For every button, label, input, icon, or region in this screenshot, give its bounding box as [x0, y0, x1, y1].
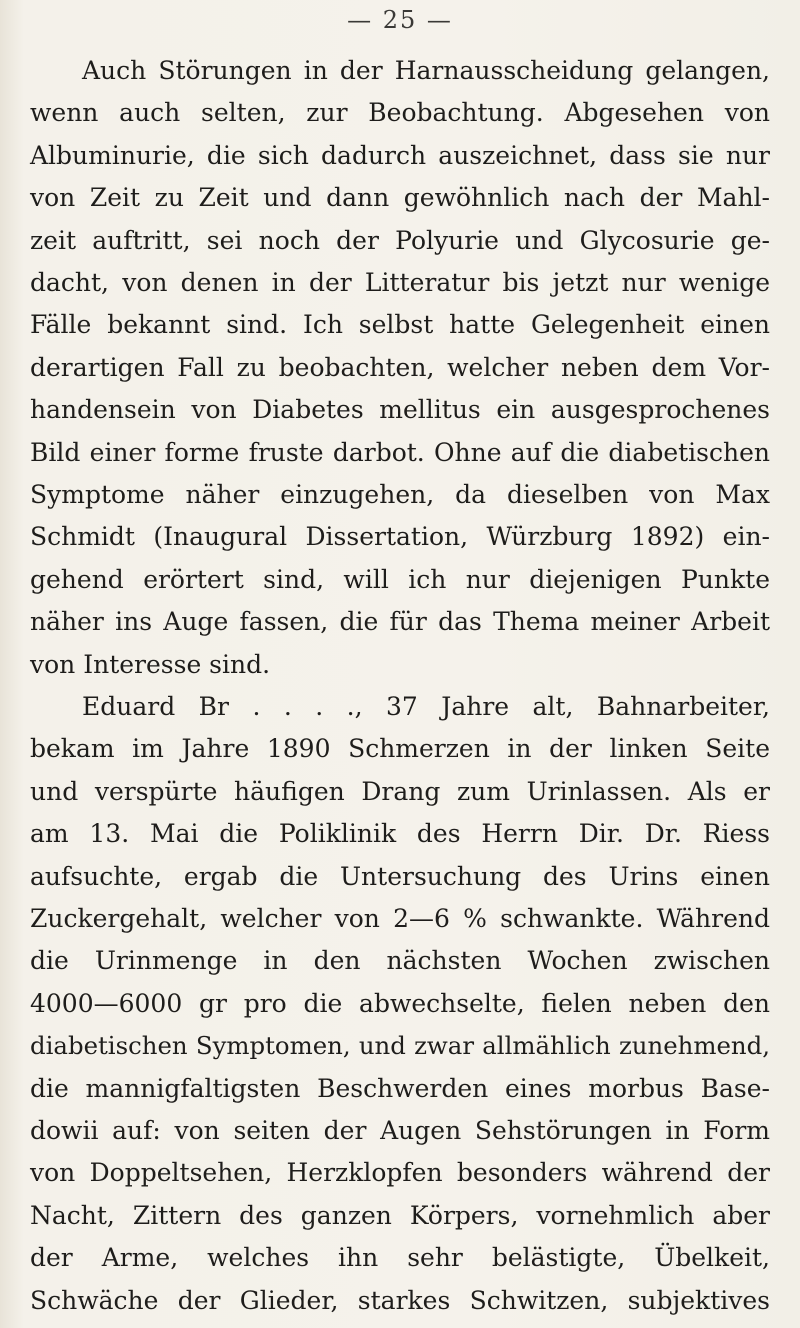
paragraph-1-line-1: Auch Störungen in der Harnausscheidung gelangen,: [82, 56, 770, 85]
paragraph-1-line-13: gehend erörtert sind, will ich nur diejenigen Punkte: [30, 564, 770, 594]
paragraph-1-line-15: von Interesse sind.: [30, 649, 271, 679]
paragraph-1-line-5: zeit auftritt, sei noch der Polyurie und Glycosurie ge-: [30, 225, 770, 255]
paragraph-2-line-6: Zuckergehalt, welcher von 2—6 % schwankte. Während: [30, 904, 770, 933]
paragraph-2-line-9: diabetischen Symptomen, und zwar allmählich zunehmend,: [30, 1031, 770, 1061]
paragraph-1-line-4: von Zeit zu Zeit und dann gewöhnlich nach der Mahl-: [30, 183, 770, 213]
paragraph-2-line-1: Eduard Br . . . ., 37 Jahre alt, Bahnarbeiter,: [82, 692, 770, 721]
paragraph-2-line-3: und verspürte häufigen Drang zum Urinlassen. Als er: [30, 776, 770, 806]
paragraph-2-line-4: am 13. Mai die Poliklinik des Herrn Dir. Dr. Riess: [30, 819, 770, 849]
paragraph-1-line-6: dacht, von denen in der Litteratur bis jetzt nur wenige: [30, 268, 770, 297]
paragraph-2-line-2: bekam im Jahre 1890 Schmerzen in der linken Seite: [30, 734, 770, 764]
paragraph-2-line-14: der Arme, welches ihn sehr belästigte, Übelkeit,: [30, 1243, 770, 1273]
paragraph-2-line-15: Schwäche der Glieder, starkes Schwitzen, subjektives: [30, 1285, 770, 1315]
paragraph-2-line-11: dowii auf: von seiten der Augen Sehstörungen in Form: [30, 1116, 770, 1145]
page-number: — 25 —: [347, 6, 453, 34]
paragraph-1-line-8: derartigen Fall zu beobachten, welcher neben dem Vor-: [30, 352, 770, 382]
paragraph-2-line-7: die Urinmenge in den nächsten Wochen zwischen: [30, 946, 770, 976]
paragraph-2-line-10: die mannigfaltigsten Beschwerden eines morbus Base-: [30, 1073, 770, 1103]
paragraph-2-line-13: Nacht, Zittern des ganzen Körpers, vornehmlich aber: [30, 1200, 770, 1230]
paragraph-1-line-2: wenn auch selten, zur Beobachtung. Abgesehen von: [30, 98, 770, 128]
paragraph-2-line-5: aufsuchte, ergab die Untersuchung des Urins einen: [30, 861, 770, 891]
paragraph-1-line-12: Schmidt (Inaugural Dissertation, Würzburg 1892) ein-: [30, 522, 770, 552]
paragraph-1-line-7: Fälle bekannt sind. Ich selbst hatte Gelegenheit einen: [30, 310, 770, 340]
paragraph-1-line-9: handensein von Diabetes mellitus ein ausgesprochenes: [30, 395, 770, 425]
paragraph-2-line-8: 4000—6000 gr pro die abwechselte, fielen neben den: [30, 988, 770, 1018]
paragraph-1-line-14: näher ins Auge fassen, die für das Thema meiner Arbeit: [30, 607, 770, 637]
paragraph-2-line-12: von Doppeltsehen, Herzklopfen besonders während der: [30, 1158, 770, 1188]
paragraph-1-line-11: Symptome näher einzugehen, da dieselben von Max: [30, 480, 770, 509]
paragraph-1-line-10: Bild einer forme fruste darbot. Ohne auf die diabetischen: [30, 437, 770, 467]
paragraph-1-line-3: Albuminurie, die sich dadurch auszeichnet, dass sie nur: [30, 140, 770, 170]
